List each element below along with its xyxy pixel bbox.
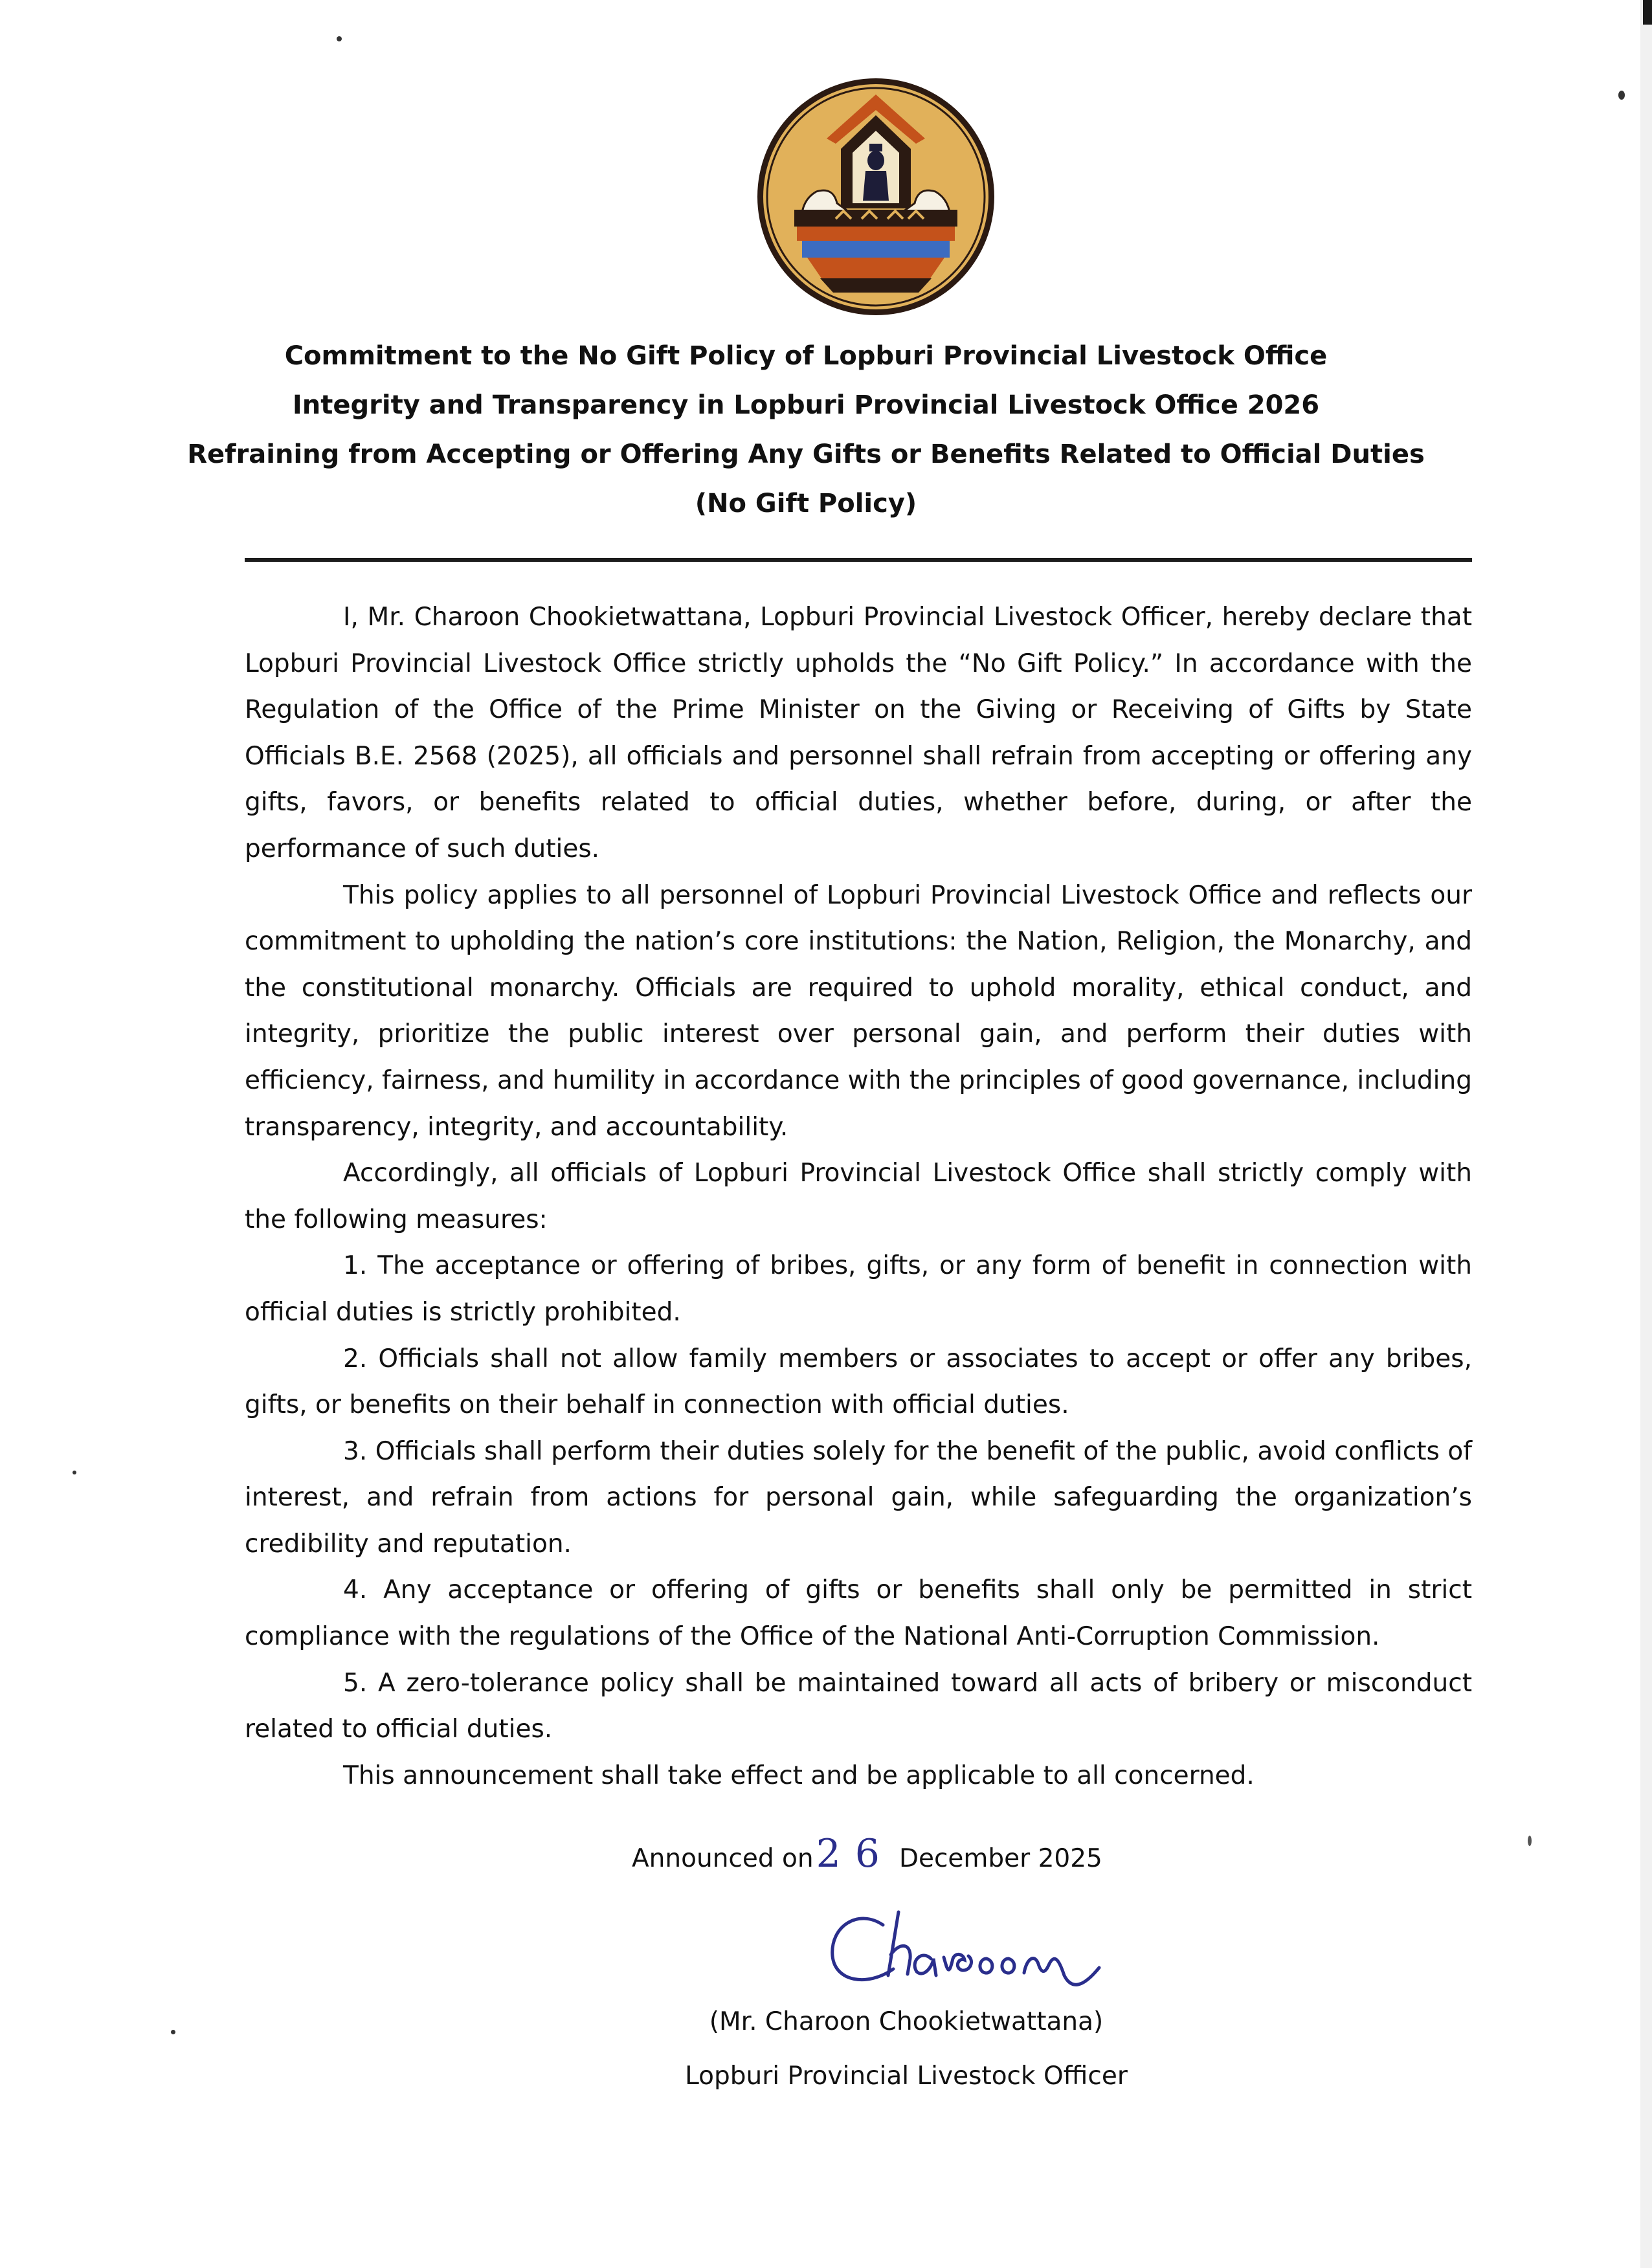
announcement-date: [632, 1831, 1102, 1878]
title-line-2: Integrity and Transparency in Lopburi Provincial Livestock Office 2026: [292, 390, 1320, 420]
policy-scope-paragraph: This policy applies to all personnel of Lopburi Provincial Livestock Office and reflects our commitment to upholding the nation’s core institutions: the Nation, Religion, the Monarchy, and the constitutional monarchy. Officials are required to uphold morality, ethical conduct, and integrity, prioritize the public interest over personal gain, and perform their duties with efficiency, fairness, and humility in accordance with the principles of good governance, including transparency, integrity, and accountability.: [245, 880, 1472, 1142]
document-title-block: [149, 331, 1463, 528]
declaration-body: [245, 594, 1472, 1799]
announced-month-year: December 2025: [899, 1844, 1102, 1873]
signer-title: Lopburi Provincial Livestock Officer: [685, 2062, 1128, 2091]
measure-item-3: 3. Officials shall perform their duties solely for the benefit of the public, avoid conflicts of interest, and refrain from actions for personal gain, while safeguarding the organization’s credibility and reputation.: [245, 1436, 1472, 1559]
measure-item-4: 4. Any acceptance or offering of gifts or benefits shall only be permitted in strict compliance with the regulations of the Office of the National Anti-Corruption Commission.: [245, 1575, 1472, 1652]
measure-item-2: 2. Officials shall not allow family members or associates to accept or offer any bribes, gifts, or benefits on their behalf in connection with official duties.: [245, 1344, 1472, 1420]
scan-corner-mark: [1643, 0, 1652, 25]
declaration-paragraph: I, Mr. Charoon Chookietwattana, Lopburi Provincial Livestock Officer, hereby declare that Lopburi Provincial Livestock Office strictly upholds the “No Gift Policy.” In accordance with the Regulation of the Office of the Prime Minister on the Giving or Receiving of Gifts by State Officials B.E. 2568 (2025), all officials and personnel shall refrain from accepting or offering any gifts, favors, or benefits related to official duties, whether before, during, or after the performance of such duties.: [245, 603, 1472, 863]
scan-speck: [1618, 91, 1625, 100]
title-line-1: Commitment to the No Gift Policy of Lopburi Provincial Livestock Office: [284, 341, 1328, 371]
title-line-4: (No Gift Policy): [695, 489, 917, 518]
signer-name: (Mr. Charoon Chookietwattana): [709, 2007, 1104, 2036]
title-line-3: Refraining from Accepting or Offering Any Gifts or Benefits Related to Official Duties: [187, 439, 1425, 469]
handwritten-day: 26: [816, 1831, 894, 1876]
scan-speck: [1528, 1836, 1532, 1846]
scan-speck: [171, 2030, 175, 2034]
handwritten-signature: [821, 1896, 1106, 2000]
measure-item-1: 1. The acceptance or offering of bribes, gifts, or any form of benefit in connection with official duties is strictly prohibited.: [245, 1251, 1472, 1327]
provincial-seal-emblem: [755, 76, 996, 317]
title-divider: [245, 558, 1472, 562]
announced-label: Announced on: [632, 1844, 814, 1873]
scan-speck: [337, 36, 342, 41]
measures-intro: Accordingly, all officials of Lopburi Provincial Livestock Office shall strictly comply with the following measures:: [245, 1159, 1472, 1234]
closing-statement: This announcement shall take effect and be applicable to all concerned.: [343, 1761, 1255, 1790]
measure-item-5: 5. A zero-tolerance policy shall be maintained toward all acts of bribery or misconduct related to official duties.: [245, 1668, 1472, 1744]
signer-block: [647, 1995, 1165, 2104]
scan-speck: [73, 1471, 76, 1474]
scan-edge: [1640, 0, 1652, 2268]
